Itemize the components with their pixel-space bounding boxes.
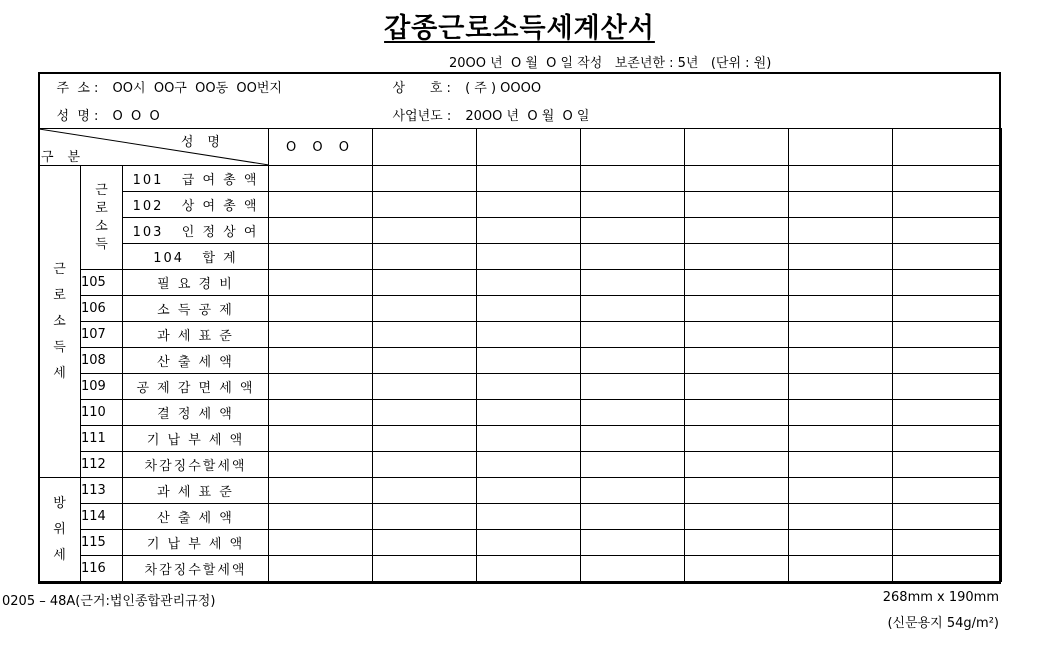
- diag-label-category: 구분: [41, 150, 95, 165]
- address-cell: [39, 72, 373, 100]
- row-label: 산 출 세 액: [123, 504, 269, 530]
- value-cell[interactable]: [581, 530, 685, 556]
- value-cell[interactable]: [893, 322, 1002, 348]
- value-cell[interactable]: [581, 244, 685, 270]
- value-cell[interactable]: [893, 192, 1002, 218]
- value-cell[interactable]: [789, 192, 893, 218]
- value-cell[interactable]: [477, 296, 581, 322]
- value-cell[interactable]: [269, 426, 373, 452]
- value-cell[interactable]: [685, 426, 789, 452]
- value-cell[interactable]: [893, 244, 1002, 270]
- bizyear-label: 사업년도 :: [392, 108, 452, 124]
- value-cell[interactable]: [373, 504, 477, 530]
- value-cell[interactable]: [269, 478, 373, 504]
- value-cell[interactable]: [269, 400, 373, 426]
- value-cell[interactable]: [893, 374, 1002, 400]
- group-earned-income-tax: [39, 166, 81, 478]
- value-cell[interactable]: [269, 348, 373, 374]
- value-cell[interactable]: [373, 270, 477, 296]
- row-code: 109: [81, 374, 123, 400]
- diag-label-name: 성명: [180, 135, 234, 150]
- group-char: 로: [53, 287, 66, 303]
- row-label: 차감징수할세액: [123, 452, 269, 478]
- company-cell: [373, 72, 1002, 100]
- value-cell[interactable]: [477, 166, 581, 192]
- value-cell[interactable]: [789, 322, 893, 348]
- value-cell[interactable]: [893, 270, 1002, 296]
- value-cell[interactable]: [893, 478, 1002, 504]
- value-cell[interactable]: [373, 556, 477, 582]
- row-code: 115: [81, 530, 123, 556]
- company-value: ( 주 ) OOOO: [465, 80, 542, 96]
- value-cell[interactable]: [477, 530, 581, 556]
- row-code: 112: [81, 452, 123, 478]
- value-cell[interactable]: [893, 348, 1002, 374]
- value-cell[interactable]: [477, 270, 581, 296]
- row-label: 필 요 경 비: [123, 270, 269, 296]
- value-cell[interactable]: [477, 244, 581, 270]
- row-label: 103 인 정 상 여: [123, 218, 269, 244]
- row-code: 107: [81, 322, 123, 348]
- value-cell[interactable]: [685, 452, 789, 478]
- value-cell[interactable]: [581, 192, 685, 218]
- value-cell[interactable]: [685, 218, 789, 244]
- value-cell[interactable]: [789, 426, 893, 452]
- value-cell[interactable]: [581, 374, 685, 400]
- row-label: 101 급 여 총 액: [123, 166, 269, 192]
- subgroup-char: 득: [95, 236, 108, 252]
- value-cell[interactable]: [789, 504, 893, 530]
- row-label: 기 납 부 세 액: [123, 426, 269, 452]
- address-label: 주 소 :: [56, 80, 99, 96]
- row-label: 차감징수할세액: [123, 556, 269, 582]
- name-value: O O O: [112, 108, 160, 124]
- value-cell[interactable]: [789, 478, 893, 504]
- form-title: 갑종근로소득세계산서: [384, 13, 655, 44]
- empty-header-cell: [373, 129, 477, 166]
- value-cell[interactable]: [477, 426, 581, 452]
- value-cell[interactable]: [685, 400, 789, 426]
- name-label: 성 명 :: [56, 108, 99, 124]
- value-cell[interactable]: [685, 504, 789, 530]
- value-cell[interactable]: [893, 218, 1002, 244]
- form-meta-line: 20OO 년 O 월 O 일 작성 보존년한 : 5년 (단위 : 원): [449, 56, 772, 71]
- value-cell[interactable]: [789, 270, 893, 296]
- value-cell[interactable]: [373, 374, 477, 400]
- subgroup-char: 근: [95, 182, 108, 198]
- subgroup-char: 소: [95, 218, 108, 234]
- group-char: 위: [53, 521, 66, 537]
- value-cell[interactable]: [269, 270, 373, 296]
- value-cell[interactable]: [477, 374, 581, 400]
- row-label: 104 합 계: [123, 244, 269, 270]
- value-cell[interactable]: [581, 478, 685, 504]
- value-cell[interactable]: [893, 556, 1002, 582]
- value-cell[interactable]: [373, 348, 477, 374]
- value-cell[interactable]: [373, 452, 477, 478]
- value-cell[interactable]: [477, 556, 581, 582]
- group-char: 득: [53, 339, 66, 355]
- row-label: 기 납 부 세 액: [123, 530, 269, 556]
- value-cell[interactable]: [373, 400, 477, 426]
- address-value: OO시 OO구 OO동 OO번지: [112, 80, 282, 96]
- paper-size: 268mm x 190mm: [882, 590, 999, 605]
- value-cell[interactable]: [269, 322, 373, 348]
- value-cell[interactable]: [269, 192, 373, 218]
- empty-header-cell: [685, 129, 789, 166]
- value-cell[interactable]: [581, 166, 685, 192]
- value-cell[interactable]: [269, 244, 373, 270]
- value-cell[interactable]: [685, 296, 789, 322]
- value-cell[interactable]: [893, 400, 1002, 426]
- value-cell[interactable]: [581, 504, 685, 530]
- value-cell[interactable]: [789, 452, 893, 478]
- value-cell[interactable]: [893, 296, 1002, 322]
- tax-calculation-table: [38, 72, 1002, 582]
- value-cell[interactable]: [789, 166, 893, 192]
- value-cell[interactable]: [373, 192, 477, 218]
- value-cell[interactable]: [893, 504, 1002, 530]
- value-cell[interactable]: [581, 400, 685, 426]
- value-cell[interactable]: [789, 348, 893, 374]
- row-code: 113: [81, 478, 123, 504]
- name-cell: [39, 100, 373, 129]
- group-char: 방: [53, 495, 66, 511]
- row-code: 116: [81, 556, 123, 582]
- group-char: 세: [53, 547, 66, 563]
- diagonal-header-cell: [39, 129, 269, 166]
- value-cell[interactable]: [685, 322, 789, 348]
- value-cell[interactable]: [789, 244, 893, 270]
- person-column-header: O O O: [269, 129, 373, 166]
- empty-header-cell: [789, 129, 893, 166]
- value-cell[interactable]: [373, 426, 477, 452]
- value-cell[interactable]: [373, 478, 477, 504]
- value-cell[interactable]: [373, 244, 477, 270]
- paper-spec: (신문용지 54g/m²): [887, 616, 999, 631]
- value-cell[interactable]: [373, 218, 477, 244]
- bizyear-cell: [373, 100, 1002, 129]
- form-code: 0205 – 48A(근거:법인종합관리규정): [2, 594, 216, 609]
- value-cell[interactable]: [269, 166, 373, 192]
- value-cell[interactable]: [581, 218, 685, 244]
- value-cell[interactable]: [477, 348, 581, 374]
- value-cell[interactable]: [477, 452, 581, 478]
- value-cell[interactable]: [685, 556, 789, 582]
- value-cell[interactable]: [477, 478, 581, 504]
- row-label: 102 상 여 총 액: [123, 192, 269, 218]
- value-cell[interactable]: [581, 426, 685, 452]
- value-cell[interactable]: [373, 322, 477, 348]
- company-label: 상 호 :: [392, 80, 451, 96]
- empty-header-cell: [893, 129, 1002, 166]
- row-code: 105: [81, 270, 123, 296]
- value-cell[interactable]: [685, 166, 789, 192]
- value-cell[interactable]: [789, 374, 893, 400]
- row-code: 111: [81, 426, 123, 452]
- value-cell[interactable]: [789, 400, 893, 426]
- value-cell[interactable]: [685, 244, 789, 270]
- group-char: 근: [53, 261, 66, 277]
- row-label: 과 세 표 준: [123, 478, 269, 504]
- value-cell[interactable]: [477, 400, 581, 426]
- value-cell[interactable]: [269, 296, 373, 322]
- value-cell[interactable]: [581, 296, 685, 322]
- value-cell[interactable]: [269, 218, 373, 244]
- value-cell[interactable]: [893, 426, 1002, 452]
- value-cell[interactable]: [477, 218, 581, 244]
- value-cell[interactable]: [269, 452, 373, 478]
- value-cell[interactable]: [685, 530, 789, 556]
- bizyear-value: 20OO 년 O 월 O 일: [465, 108, 590, 124]
- value-cell[interactable]: [269, 374, 373, 400]
- value-cell[interactable]: [581, 322, 685, 348]
- group-defense-tax: [39, 478, 81, 582]
- row-label: 공 제 감 면 세 액: [123, 374, 269, 400]
- value-cell[interactable]: [373, 530, 477, 556]
- value-cell[interactable]: [581, 556, 685, 582]
- value-cell[interactable]: [789, 218, 893, 244]
- row-label: 결 정 세 액: [123, 400, 269, 426]
- value-cell[interactable]: [789, 296, 893, 322]
- subgroup-char: 로: [95, 200, 108, 216]
- value-cell[interactable]: [789, 530, 893, 556]
- value-cell[interactable]: [893, 452, 1002, 478]
- value-cell[interactable]: [581, 348, 685, 374]
- row-label: 산 출 세 액: [123, 348, 269, 374]
- value-cell[interactable]: [269, 556, 373, 582]
- group-char: 세: [53, 365, 66, 381]
- row-label: 과 세 표 준: [123, 322, 269, 348]
- value-cell[interactable]: [685, 348, 789, 374]
- subgroup-earned-income: [81, 166, 123, 270]
- empty-header-cell: [581, 129, 685, 166]
- row-code: 108: [81, 348, 123, 374]
- value-cell[interactable]: [893, 166, 1002, 192]
- value-cell[interactable]: [269, 504, 373, 530]
- value-cell[interactable]: [685, 270, 789, 296]
- row-label: 소 득 공 제: [123, 296, 269, 322]
- group-char: 소: [53, 313, 66, 329]
- value-cell[interactable]: [685, 374, 789, 400]
- value-cell[interactable]: [477, 504, 581, 530]
- row-code: 106: [81, 296, 123, 322]
- value-cell[interactable]: [373, 296, 477, 322]
- row-code: 110: [81, 400, 123, 426]
- value-cell[interactable]: [685, 478, 789, 504]
- value-cell[interactable]: [789, 556, 893, 582]
- value-cell[interactable]: [581, 270, 685, 296]
- value-cell[interactable]: [269, 530, 373, 556]
- row-code: 114: [81, 504, 123, 530]
- value-cell[interactable]: [477, 192, 581, 218]
- value-cell[interactable]: [685, 192, 789, 218]
- empty-header-cell: [477, 129, 581, 166]
- value-cell[interactable]: [581, 452, 685, 478]
- value-cell[interactable]: [893, 530, 1002, 556]
- value-cell[interactable]: [373, 166, 477, 192]
- value-cell[interactable]: [477, 322, 581, 348]
